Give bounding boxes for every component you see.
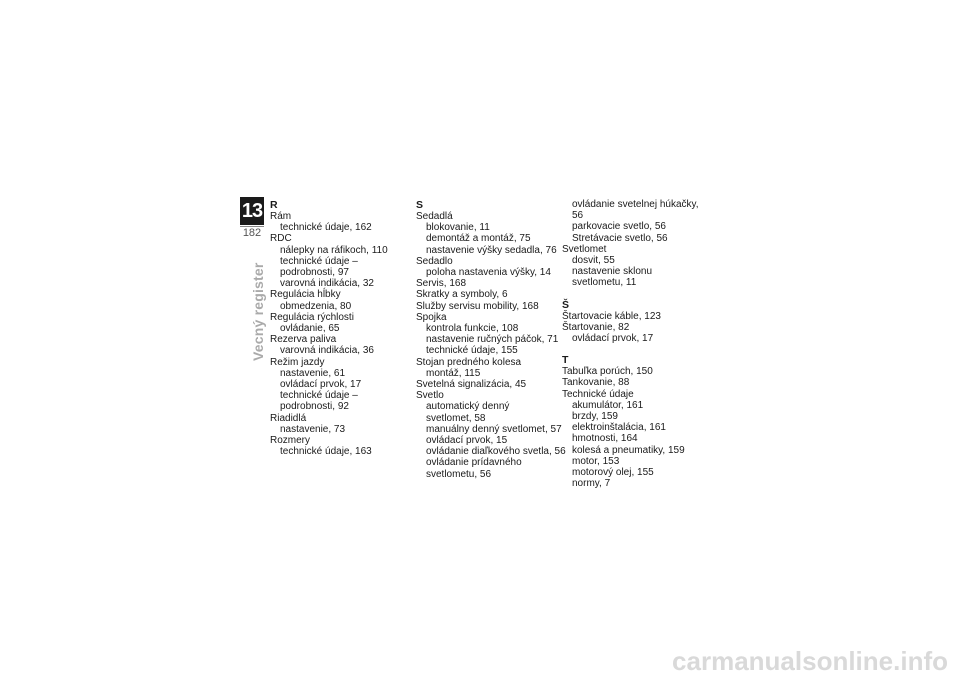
index-letter-s: S — [416, 199, 424, 211]
index-subterm: kolesá a pneumatiky, 159 — [572, 444, 685, 456]
index-subterm: varovná indikácia, 32 — [280, 278, 374, 290]
index-subterm: demontáž a montáž, 75 — [426, 233, 531, 245]
index-subterm: dosvit, 55 — [572, 255, 615, 267]
index-term: Riadidlá — [270, 412, 307, 424]
index-term: Stojan predného kolesa — [416, 356, 522, 368]
index-subterm: motorový olej, 155 — [572, 467, 654, 479]
index-subterm: montáž, 115 — [426, 367, 481, 379]
index-subterm: nastavenie sklonu — [572, 266, 653, 278]
index-term: Svetelná signalizácia, 45 — [416, 379, 527, 391]
index-subterm: ovládací prvok, 17 — [280, 379, 362, 391]
index-subterm: blokovanie, 11 — [426, 222, 490, 234]
index-letter-sh: Š — [562, 298, 570, 311]
index-column-2 — [416, 199, 566, 480]
index-subterm: ovládanie, 65 — [280, 323, 340, 335]
index-subterm: ovládanie diaľkového svetla, 56 — [426, 446, 566, 458]
index-subterm: varovná indikácia, 36 — [280, 345, 374, 357]
index-subterm: obmedzenia, 80 — [280, 300, 352, 312]
index-term: Rám — [270, 211, 292, 222]
index-subterm: nastavenie, 61 — [280, 367, 346, 379]
index-term: Služby servisu mobility, 168 — [416, 300, 539, 312]
index-term: Regulácia rýchlosti — [270, 311, 354, 323]
index-term: Technické údaje — [562, 388, 634, 400]
index-term: Skratky a symboly, 6 — [416, 289, 508, 301]
index-subterm: manuálny denný svetlomet, 57 — [426, 423, 562, 435]
index-term: Sedadlá — [416, 211, 453, 222]
index-term: Režim jazdy — [270, 356, 325, 368]
index-term: Spojka — [416, 311, 447, 323]
chapter-badge: 13 — [240, 197, 264, 225]
index-term: Regulácia hĺbky — [270, 289, 341, 301]
index-term: Rozmery — [270, 435, 311, 447]
index-subterm: svetlometu, 11 — [572, 277, 637, 289]
index-term: Rezerva paliva — [270, 334, 337, 346]
index-letter-t: T — [562, 354, 569, 367]
index-subterm: parkovacie svetlo, 56 — [572, 221, 666, 233]
index-subterm: Stretávacie svetlo, 56 — [572, 232, 668, 244]
index-subterm: brzdy, 159 — [572, 411, 618, 423]
index-subterm: technické údaje – — [280, 390, 358, 402]
index-subterm: elektroinštalácia, 161 — [572, 422, 666, 434]
index-subterm: ovládací prvok, 15 — [426, 435, 508, 447]
index-term: Sedadlo — [416, 255, 453, 267]
index-subterm: technické údaje, 155 — [426, 345, 518, 357]
index-column-1 — [270, 199, 420, 457]
index-column-3 — [562, 199, 712, 489]
index-subterm: nastavenie, 73 — [280, 423, 346, 435]
index-subterm: svetlometu, 56 — [426, 468, 492, 480]
index-subterm: motor, 153 — [572, 455, 620, 467]
index-subterm: technické údaje, 162 — [280, 222, 372, 234]
index-letter-r: R — [270, 199, 278, 211]
index-subterm: ovládanie svetelnej húkačky, 56 — [572, 199, 699, 222]
index-subterm: nastavenie ručných páčok, 71 — [426, 334, 559, 346]
index-term: Svetlomet — [562, 243, 607, 255]
index-subterm: automatický denný — [426, 401, 510, 413]
watermark: carmanualsonline.info — [672, 646, 948, 676]
index-subterm: ovládací prvok, 17 — [572, 333, 654, 345]
index-term: Svetlo — [416, 390, 444, 402]
index-term: Štartovanie, 82 — [562, 321, 630, 333]
index-subterm: svetlomet, 58 — [426, 412, 486, 424]
index-subterm: podrobnosti, 97 — [280, 267, 349, 279]
index-subterm: technické údaje, 163 — [280, 446, 372, 458]
index-term: Štartovacie káble, 123 — [562, 310, 661, 322]
index-subterm: technické údaje – — [280, 255, 358, 267]
index-term: Tankovanie, 88 — [562, 377, 630, 389]
index-term: RDC — [270, 233, 292, 245]
index-subterm: nastavenie výšky sedadla, 76 — [426, 244, 557, 256]
index-subterm: kontrola funkcie, 108 — [426, 323, 519, 335]
index-term: Tabuľka porúch, 150 — [562, 366, 653, 378]
index-term: Servis, 168 — [416, 278, 467, 290]
chapter-title: Vecný register — [250, 262, 266, 361]
index-subterm: podrobnosti, 92 — [280, 401, 349, 413]
page-number: 182 — [242, 227, 262, 239]
index-subterm: akumulátor, 161 — [572, 399, 644, 411]
index-subterm: hmotnosti, 164 — [572, 433, 638, 445]
index-subterm: poloha nastavenia výšky, 14 — [426, 267, 551, 279]
index-subterm: ovládanie prídavného — [426, 457, 522, 469]
index-subterm: normy, 7 — [572, 478, 611, 490]
index-subterm: nálepky na ráfikoch, 110 — [280, 244, 388, 256]
